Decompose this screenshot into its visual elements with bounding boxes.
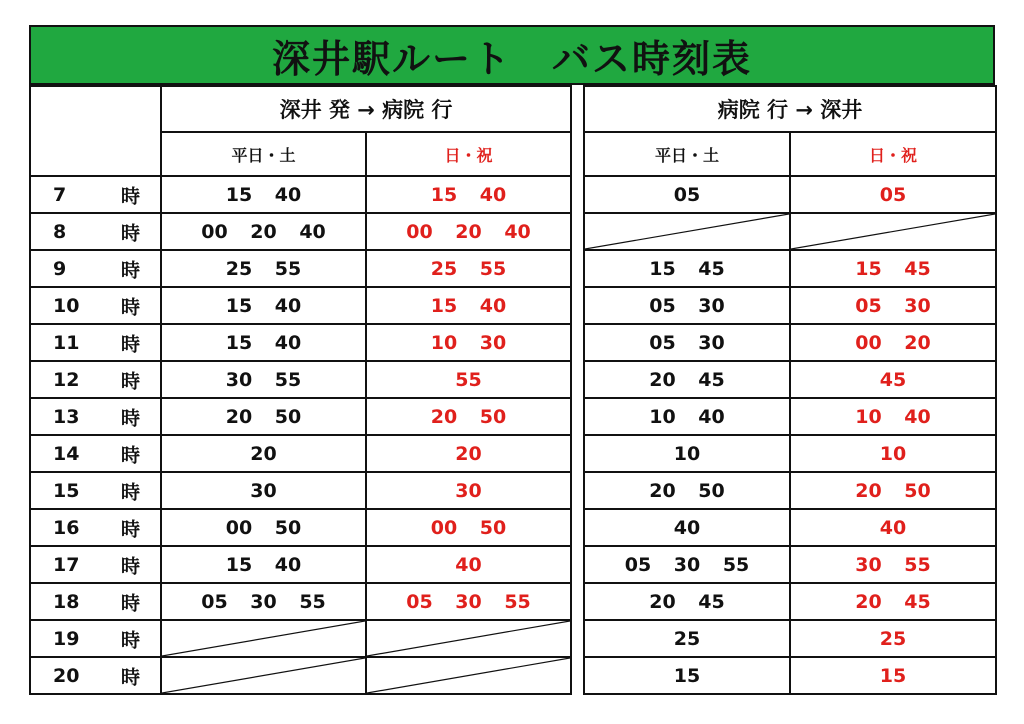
hour-header-blank <box>30 86 161 176</box>
hour-number: 11 <box>53 331 80 354</box>
weekday-times: 30 55 <box>161 361 366 398</box>
weekday-times: 05 30 55 <box>161 583 366 620</box>
holiday-times: 40 <box>366 546 571 583</box>
hour-cell <box>30 361 161 398</box>
hour-cell <box>30 657 161 694</box>
table-row <box>30 324 571 361</box>
table-row <box>30 176 571 213</box>
table-row <box>30 213 571 250</box>
hour-number: 17 <box>53 553 80 576</box>
weekday-times: 20 50 <box>161 398 366 435</box>
hour-number: 8 <box>53 220 67 243</box>
hour-suffix: 時 <box>121 629 141 651</box>
no-service-cell <box>161 657 366 694</box>
hour-number: 14 <box>53 442 80 465</box>
no-service-cell <box>584 213 790 250</box>
hour-number: 18 <box>53 590 80 613</box>
holiday-times: 20 50 <box>790 472 996 509</box>
table-row <box>30 620 571 657</box>
hour-suffix: 時 <box>121 333 141 355</box>
holiday-header: 日・祝 <box>366 132 571 176</box>
hour-suffix: 時 <box>121 592 141 614</box>
hour-cell <box>30 583 161 620</box>
hour-cell <box>30 176 161 213</box>
table-row <box>584 361 996 398</box>
holiday-times: 25 <box>790 620 996 657</box>
table-row <box>584 620 996 657</box>
holiday-times: 20 50 <box>366 398 571 435</box>
hour-number: 16 <box>53 516 80 539</box>
hour-suffix: 時 <box>121 259 141 281</box>
holiday-times: 20 45 <box>790 583 996 620</box>
table-row <box>584 657 996 694</box>
weekday-times: 20 45 <box>584 361 790 398</box>
table-row <box>584 435 996 472</box>
weekday-times: 05 30 <box>584 287 790 324</box>
weekday-times: 10 40 <box>584 398 790 435</box>
weekday-times: 05 <box>584 176 790 213</box>
hour-number: 13 <box>53 405 80 428</box>
hour-suffix: 時 <box>121 518 141 540</box>
table-row <box>584 509 996 546</box>
holiday-times: 40 <box>790 509 996 546</box>
holiday-times: 05 <box>790 176 996 213</box>
no-service-slash <box>162 621 365 656</box>
no-service-cell <box>366 620 571 657</box>
table-row <box>584 324 996 361</box>
table-row <box>584 398 996 435</box>
weekday-times: 05 30 55 <box>584 546 790 583</box>
hour-cell <box>30 213 161 250</box>
holiday-times: 15 40 <box>366 176 571 213</box>
weekday-times: 10 <box>584 435 790 472</box>
holiday-times: 55 <box>366 361 571 398</box>
weekday-header: 平日・土 <box>584 132 790 176</box>
table-row <box>584 213 996 250</box>
holiday-times: 15 45 <box>790 250 996 287</box>
table-row <box>30 435 571 472</box>
no-service-slash <box>791 214 995 249</box>
weekday-times: 15 40 <box>161 324 366 361</box>
table-row <box>584 472 996 509</box>
hour-cell <box>30 287 161 324</box>
holiday-times: 00 20 <box>790 324 996 361</box>
table-row <box>30 657 571 694</box>
table-row <box>30 287 571 324</box>
weekday-times: 00 20 40 <box>161 213 366 250</box>
weekday-header: 平日・土 <box>161 132 366 176</box>
weekday-times: 25 55 <box>161 250 366 287</box>
hour-cell <box>30 435 161 472</box>
no-service-slash <box>367 621 570 656</box>
hour-suffix: 時 <box>121 555 141 577</box>
weekday-times: 15 45 <box>584 250 790 287</box>
holiday-times: 00 50 <box>366 509 571 546</box>
hour-suffix: 時 <box>121 407 141 429</box>
holiday-times: 45 <box>790 361 996 398</box>
hour-suffix: 時 <box>121 481 141 503</box>
hour-cell <box>30 250 161 287</box>
weekday-times: 20 50 <box>584 472 790 509</box>
hour-suffix: 時 <box>121 296 141 318</box>
timetable-fukai-bound <box>583 85 997 695</box>
holiday-times: 10 40 <box>790 398 996 435</box>
holiday-times: 10 30 <box>366 324 571 361</box>
weekday-times: 05 30 <box>584 324 790 361</box>
table-row <box>584 250 996 287</box>
hour-cell <box>30 324 161 361</box>
hour-cell <box>30 546 161 583</box>
no-service-cell <box>161 620 366 657</box>
route-heading-outbound: 深井 発 → 病院 行 <box>161 86 571 132</box>
route-heading-inbound: 病院 行 → 深井 <box>584 86 996 132</box>
table-row <box>584 287 996 324</box>
holiday-header: 日・祝 <box>790 132 996 176</box>
weekday-times: 15 40 <box>161 287 366 324</box>
holiday-times: 25 55 <box>366 250 571 287</box>
timetable-hospital-bound <box>29 85 572 695</box>
hour-number: 10 <box>53 294 80 317</box>
weekday-times: 00 50 <box>161 509 366 546</box>
hour-suffix: 時 <box>121 444 141 466</box>
table-row <box>30 472 571 509</box>
hour-number: 9 <box>53 257 67 280</box>
table-row <box>30 546 571 583</box>
table-row <box>30 398 571 435</box>
hour-suffix: 時 <box>121 666 141 688</box>
table-row <box>30 250 571 287</box>
hour-suffix: 時 <box>121 370 141 392</box>
table-row <box>30 583 571 620</box>
hour-number: 12 <box>53 368 80 391</box>
hour-cell <box>30 620 161 657</box>
hour-cell <box>30 472 161 509</box>
no-service-cell <box>790 213 996 250</box>
holiday-times: 30 <box>366 472 571 509</box>
weekday-times: 25 <box>584 620 790 657</box>
weekday-times: 20 45 <box>584 583 790 620</box>
no-service-slash <box>162 658 365 693</box>
page-title: 深井駅ルート バス時刻表 <box>29 25 995 85</box>
hour-suffix: 時 <box>121 222 141 244</box>
holiday-times: 15 <box>790 657 996 694</box>
table-row <box>584 176 996 213</box>
holiday-times: 15 40 <box>366 287 571 324</box>
weekday-times: 40 <box>584 509 790 546</box>
hour-number: 7 <box>53 183 67 206</box>
hour-cell <box>30 398 161 435</box>
holiday-times: 10 <box>790 435 996 472</box>
holiday-times: 30 55 <box>790 546 996 583</box>
no-service-slash <box>367 658 570 693</box>
table-row <box>30 361 571 398</box>
weekday-times: 20 <box>161 435 366 472</box>
hour-suffix: 時 <box>121 185 141 207</box>
holiday-times: 20 <box>366 435 571 472</box>
hour-number: 15 <box>53 479 80 502</box>
table-row <box>30 509 571 546</box>
hour-number: 20 <box>53 664 80 687</box>
holiday-times: 05 30 55 <box>366 583 571 620</box>
weekday-times: 30 <box>161 472 366 509</box>
weekday-times: 15 40 <box>161 176 366 213</box>
table-row <box>584 583 996 620</box>
hour-cell <box>30 509 161 546</box>
no-service-slash <box>585 214 789 249</box>
hour-number: 19 <box>53 627 80 650</box>
holiday-times: 05 30 <box>790 287 996 324</box>
table-row <box>584 546 996 583</box>
holiday-times: 00 20 40 <box>366 213 571 250</box>
weekday-times: 15 40 <box>161 546 366 583</box>
weekday-times: 15 <box>584 657 790 694</box>
no-service-cell <box>366 657 571 694</box>
